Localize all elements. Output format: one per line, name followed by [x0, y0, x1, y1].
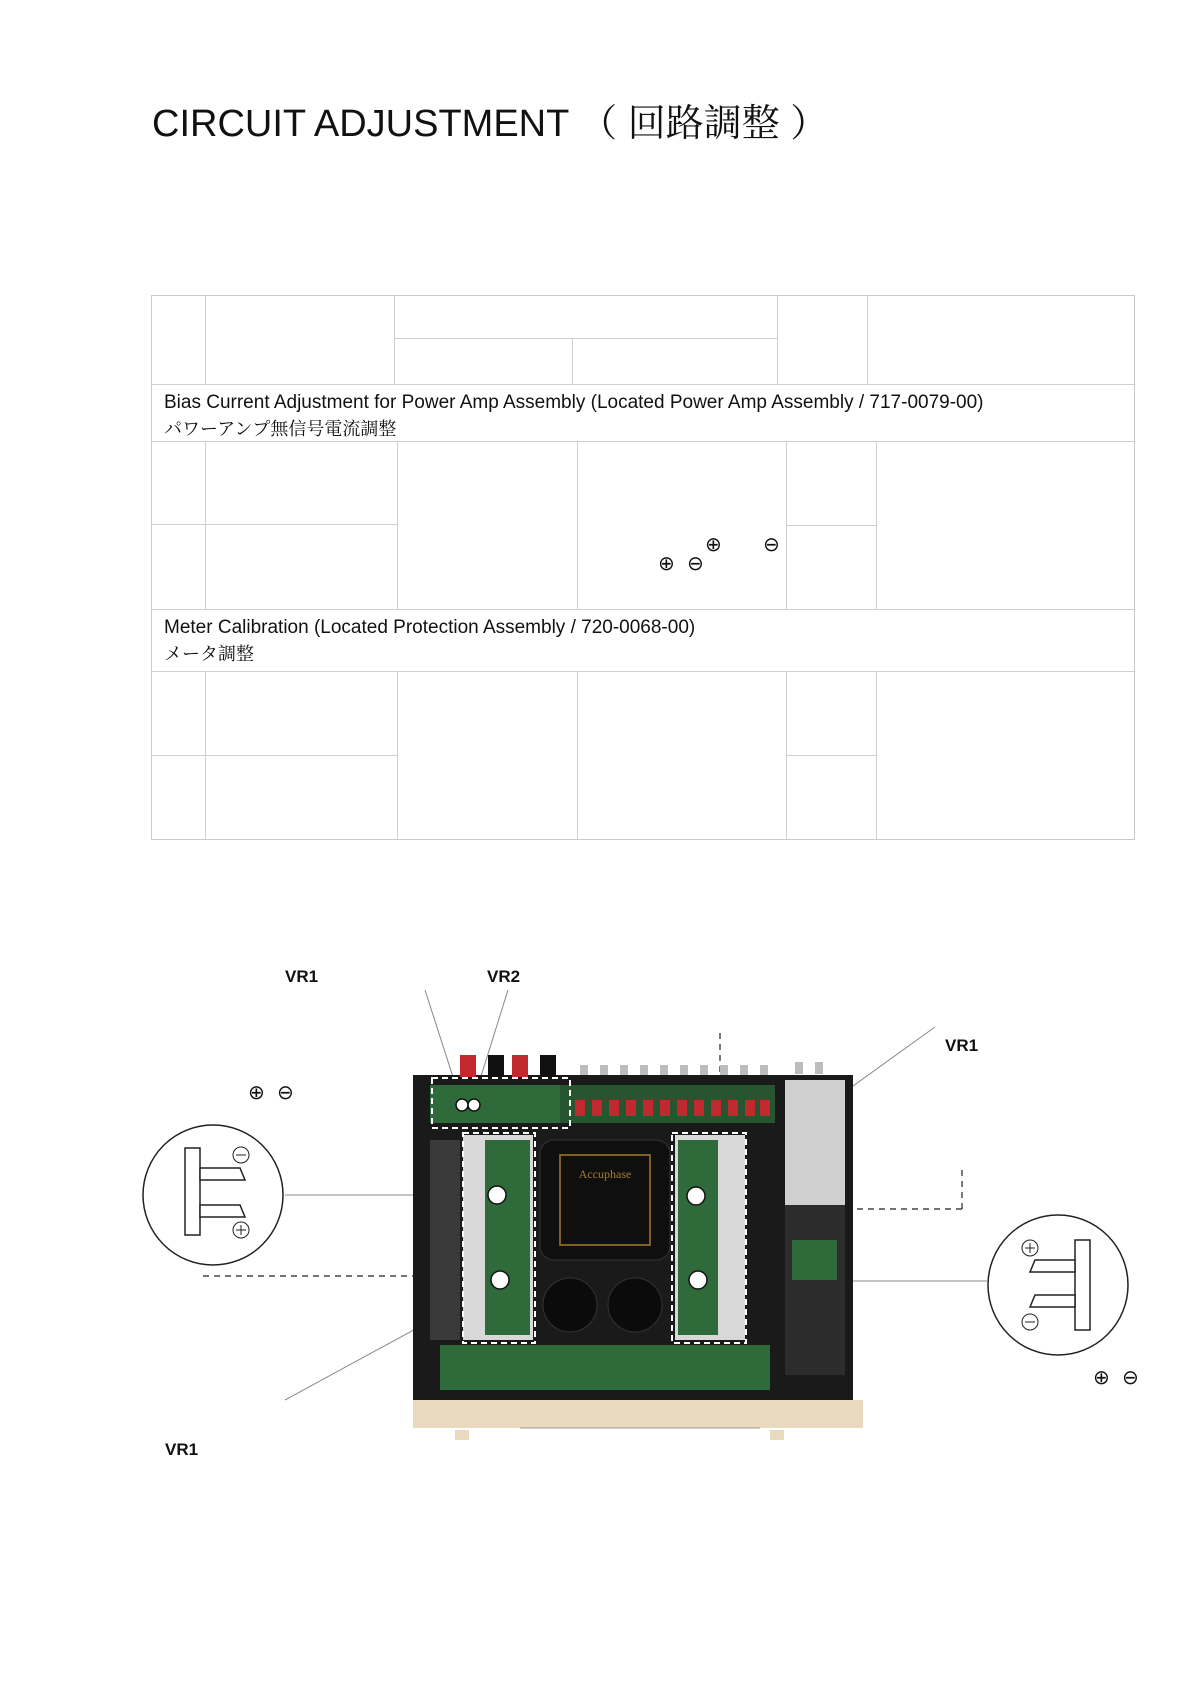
minus-probe-icon: ⊖ — [1122, 1365, 1139, 1389]
minus-probe-icon: ⊖ — [277, 1080, 294, 1104]
minus-probe-icon: ⊖ — [763, 532, 780, 556]
plus-probe-icon: ⊕ — [658, 551, 675, 575]
vr1-label-right: VR1 — [945, 1036, 979, 1055]
section-meter-title-en: Meter Calibration (Located Protection Assembly / 720-0068-00) — [164, 617, 696, 638]
test-point-inset-right — [988, 1215, 1128, 1355]
plus-probe-icon: ⊕ — [705, 532, 722, 556]
test-point-inset-left — [143, 1125, 283, 1265]
chassis — [413, 1055, 863, 1440]
section-bias-title-en: Bias Current Adjustment for Power Amp Assembly (Located Power Amp Assembly / 717-0079-00) — [164, 392, 984, 413]
vr2-label: VR2 — [487, 967, 521, 986]
brand-logo: Accuphase — [578, 1167, 632, 1181]
section-meter-title-jp: メータ調整 — [164, 644, 254, 665]
plus-probe-icon: ⊕ — [1093, 1365, 1110, 1389]
section-bias-title-jp: パワーアンプ無信号電流調整 — [164, 419, 397, 440]
minus-probe-icon: ⊖ — [687, 551, 704, 575]
page-title: CIRCUIT ADJUSTMENT （ 回路調整 ） — [152, 103, 829, 145]
vr1-label-bottom: VR1 — [165, 1440, 199, 1459]
vr1-label: VR1 — [285, 967, 319, 986]
plus-probe-icon: ⊕ — [248, 1080, 265, 1104]
